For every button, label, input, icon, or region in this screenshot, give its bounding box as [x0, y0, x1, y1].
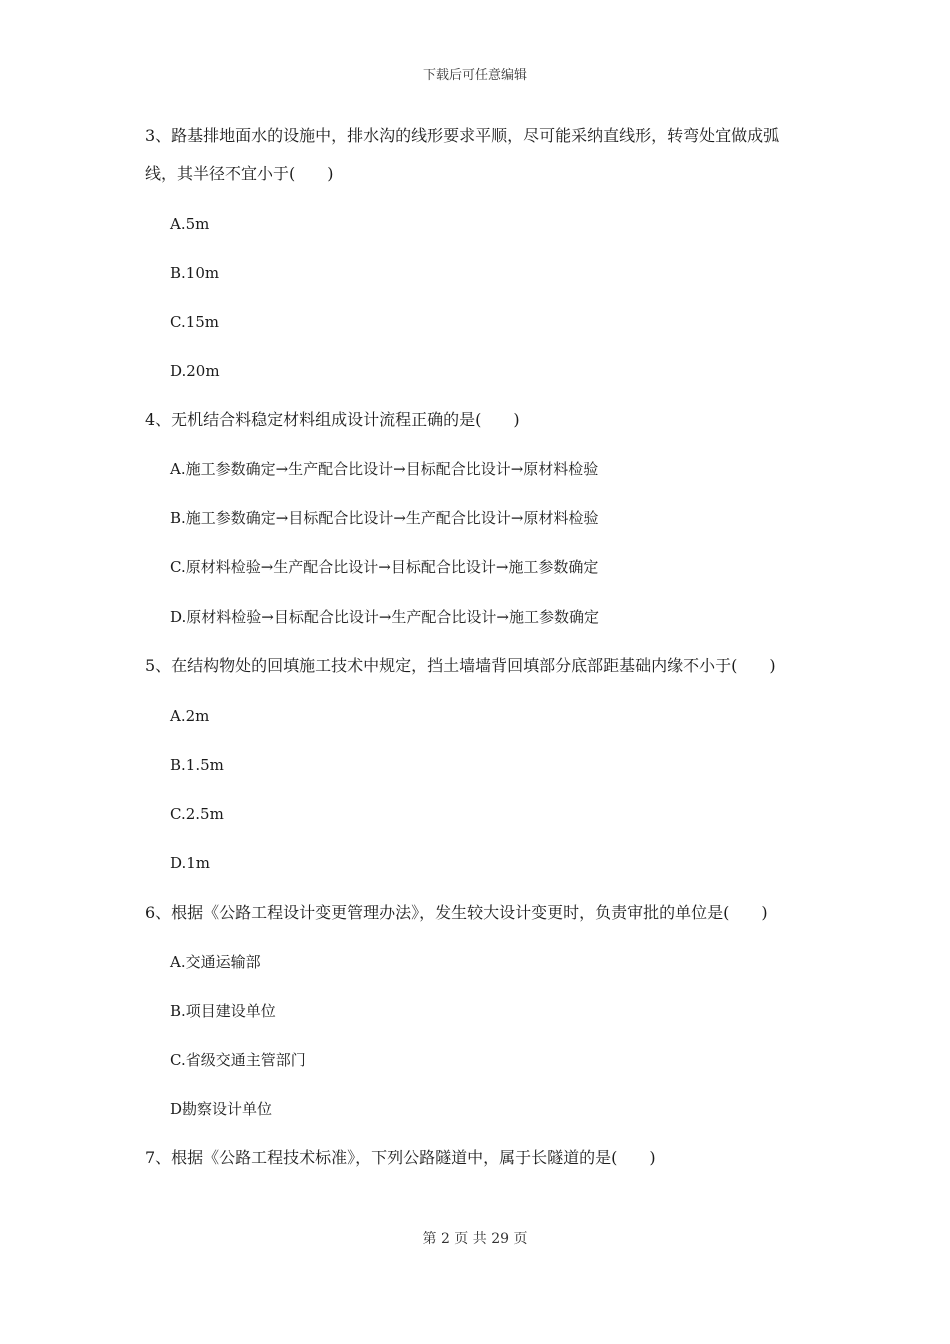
question-7-stem: 7、根据《公路工程技术标准》，下列公路隧道中，属于长隧道的是( ) [145, 1148, 656, 1167]
question-6-stem: 6、根据《公路工程设计变更管理办法》，发生较大设计变更时，负责审批的单位是( ) [145, 903, 768, 922]
question-6-option-a: A.交通运输部 [170, 953, 261, 971]
question-5-option-c: C.2.5m [170, 805, 224, 823]
question-3-stem-line-1: 3、路基排地面水的设施中，排水沟的线形要求平顺，尽可能采纳直线形，转弯处宜做成弧 [145, 126, 780, 145]
question-3-option-d: D.20m [170, 362, 220, 380]
question-5-option-d: D.1m [170, 854, 211, 872]
question-5-stem: 5、在结构物处的回填施工技术中规定，挡土墙墙背回填部分底部距基础内缘不小于( ) [145, 656, 776, 675]
question-5-option-a: A.2m [170, 707, 210, 725]
question-3-option-a: A.5m [170, 215, 210, 233]
question-4-option-d: D.原材料检验→目标配合比设计→生产配合比设计→施工参数确定 [170, 608, 599, 626]
question-6-option-b: B.项目建设单位 [170, 1002, 276, 1020]
question-4-option-c: C.原材料检验→生产配合比设计→目标配合比设计→施工参数确定 [170, 558, 599, 576]
question-4-option-a: A.施工参数确定→生产配合比设计→目标配合比设计→原材料检验 [170, 460, 599, 478]
question-4-stem: 4、无机结合料稳定材料组成设计流程正确的是( ) [145, 410, 520, 429]
question-4-option-b: B.施工参数确定→目标配合比设计→生产配合比设计→原材料检验 [170, 509, 599, 527]
question-3-option-b: B.10m [170, 264, 220, 282]
page-footer: 第 2 页 共 29 页 [422, 1231, 528, 1247]
question-6-option-c: C.省级交通主管部门 [170, 1051, 306, 1069]
question-3-stem-line-2: 线，其半径不宜小于( ) [145, 164, 334, 183]
question-5-option-b: B.1.5m [170, 756, 224, 774]
page-header: 下载后可任意编辑 [422, 68, 527, 83]
question-3-option-c: C.15m [170, 313, 220, 331]
question-6-option-d: D勘察设计单位 [170, 1100, 273, 1118]
